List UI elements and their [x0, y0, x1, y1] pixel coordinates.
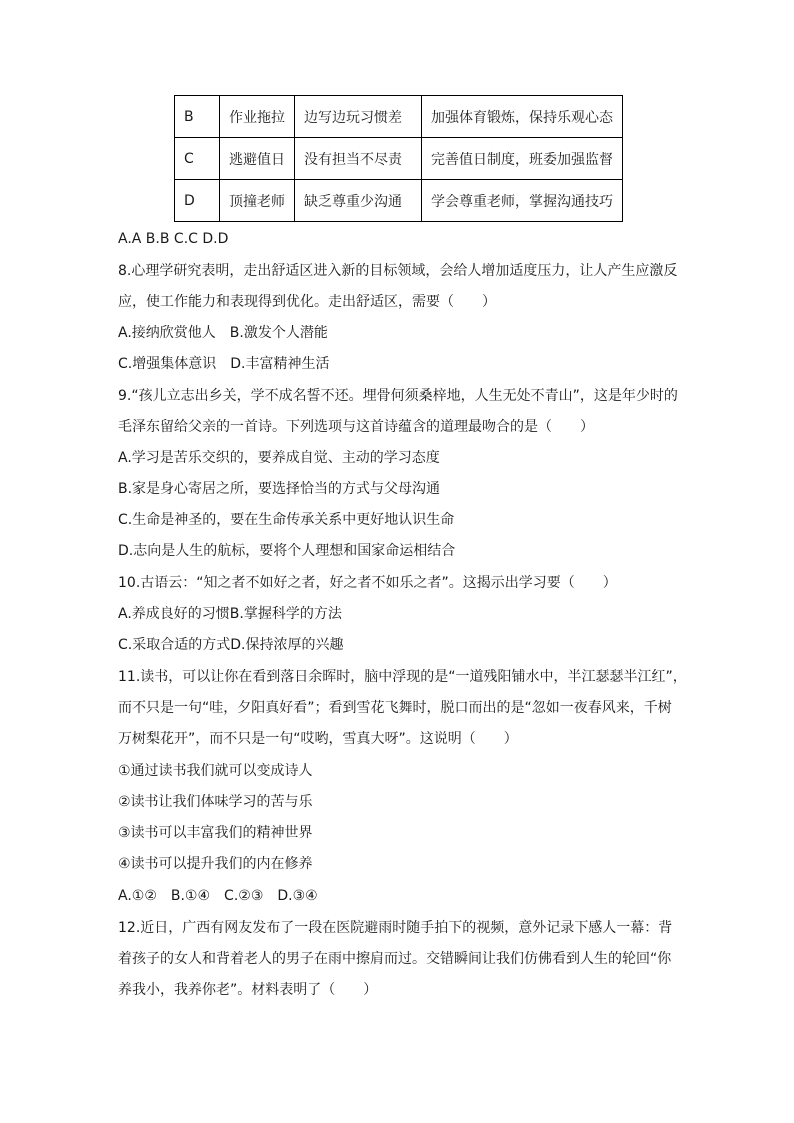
q11-statement: ①通过读书我们就可以变成诗人: [118, 763, 313, 779]
q9-stem-line: 毛泽东留给父亲的一首诗。下列选项与这首诗蕴含的道理最吻合的是（ ）: [118, 419, 594, 435]
cause-cell: 边写边玩习惯差: [295, 96, 422, 138]
q9-option-line: B.家是身心寄居之所，要选择恰当的方式与父母沟通: [118, 481, 441, 497]
q9-option-line: C.生命是神圣的，要在生命传承关系中更好地认识生命: [118, 512, 455, 528]
q11-statement: ④读书可以提升我们的内在修养: [118, 856, 313, 872]
q7-answer-options: A.A B.B C.C D.D: [118, 231, 229, 247]
q9-option-line: D.志向是人生的航标，要将个人理想和国家命运相结合: [118, 543, 456, 559]
q12-stem-line: 着孩子的女人和背着老人的男子在雨中擦肩而过。交错瞬间让我们仿佛看到人生的轮回“你: [118, 951, 672, 967]
table-row: [175, 96, 623, 138]
measure-cell: 完善值日制度，班委加强监督: [422, 138, 623, 180]
q12-stem-line: 养我小，我养你老”。材料表明了（ ）: [118, 982, 378, 998]
q10-stem-line: 10.古语云：“知之者不如好之者，好之者不如乐之者”。这揭示出学习要（ ）: [118, 575, 617, 591]
option-letter: B: [175, 96, 220, 138]
q11-option-line: A.①② B.①④ C.②③ D.③④: [118, 888, 318, 904]
q9-option-line: A.学习是苦乐交织的，要养成自觉、主动的学习态度: [118, 450, 440, 466]
cause-cell: 缺乏尊重少沟通: [295, 180, 422, 222]
table-row: [175, 138, 623, 180]
option-letter: C: [175, 138, 220, 180]
q10-option-line: A.养成良好的习惯B.掌握科学的方法: [118, 606, 342, 622]
measure-cell: 学会尊重老师，掌握沟通技巧: [422, 180, 623, 222]
q11-stem-line: 而不只是一句“哇，夕阳真好看”；看到雪花飞舞时，脱口而出的是“忽如一夜春风来，千树: [118, 700, 672, 716]
measure-cell: 加强体育锻炼，保持乐观心态: [422, 96, 623, 138]
q11-statement: ③读书可以丰富我们的精神世界: [118, 825, 313, 841]
option-letter: D: [175, 180, 220, 222]
q11-stem-line: 万树梨花开”，而不只是一句“哎哟，雪真大呀”。这说明（ ）: [118, 731, 518, 747]
q11-statement: ②读书让我们体味学习的苦与乐: [118, 794, 313, 810]
q8-option-line: C.增强集体意识 D.丰富精神生活: [118, 356, 330, 372]
q8-stem-line: 8.心理学研究表明，走出舒适区进入新的目标领域，会给人增加适度压力，让人产生应激反: [118, 263, 678, 279]
behavior-cell: 顶撞老师: [220, 180, 295, 222]
q10-option-line: C.采取合适的方式D.保持浓厚的兴趣: [118, 637, 344, 653]
q8-stem-line: 应，使工作能力和表现得到优化。走出舒适区，需要（ ）: [118, 294, 496, 310]
q12-stem-line: 12.近日，广西有网友发布了一段在医院避雨时随手拍下的视频，意外记录下感人一幕：背: [118, 920, 673, 936]
behavior-cell: 作业拖拉: [220, 96, 295, 138]
cause-cell: 没有担当不尽责: [295, 138, 422, 180]
q9-stem-line: 9.“孩儿立志出乡关，学不成名誓不还。埋骨何须桑梓地，人生无处不青山”，这是年少时的: [118, 388, 678, 404]
behavior-cell: 逃避值日: [220, 138, 295, 180]
q8-option-line: A.接纳欣赏他人 B.激发个人潜能: [118, 325, 328, 341]
options-table: [174, 95, 623, 222]
table-row: [175, 180, 623, 222]
q11-stem-line: 11.读书，可以让你在看到落日余晖时，脑中浮现的是“一道残阳铺水中，半江瑟瑟半江红”，: [118, 669, 687, 685]
